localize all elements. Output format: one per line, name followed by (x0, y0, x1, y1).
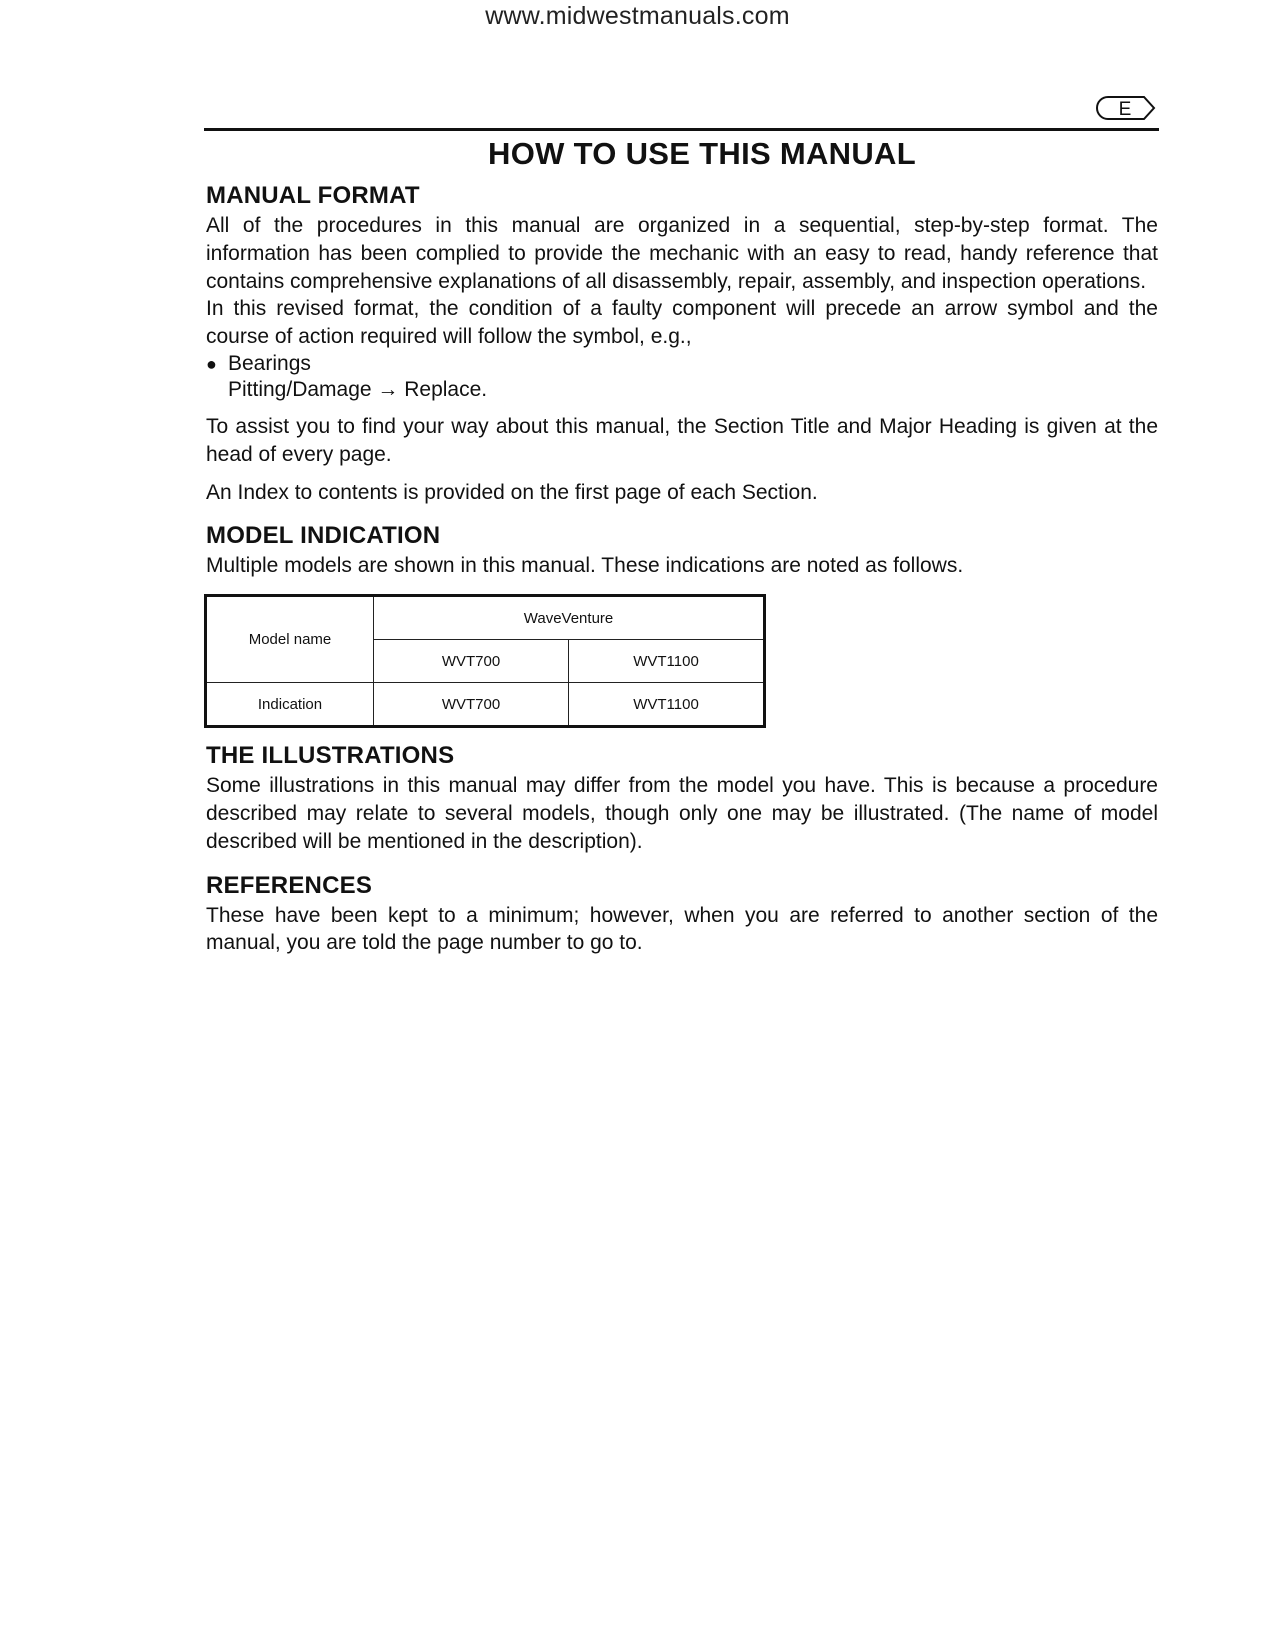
model-group-label: WaveVenture (374, 596, 765, 640)
references-heading: REFERENCES (206, 871, 373, 899)
language-badge-icon (1094, 95, 1156, 121)
page-title: HOW TO USE THIS MANUAL (488, 136, 916, 171)
header-rule (204, 128, 1159, 131)
references-section (206, 870, 1158, 958)
indication-label: Indication (206, 683, 374, 727)
model-indication-heading: MODEL INDICATION (206, 522, 441, 550)
website-watermark: www.midwestmanuals.com (485, 2, 790, 30)
manual-format-section (206, 180, 1158, 506)
model-indication-table (204, 594, 766, 728)
indication-cell: WVT1100 (569, 683, 765, 727)
language-badge-label: E (1118, 99, 1132, 120)
references-paragraph: These have been kept to a minimum; however, when you are referred to another section of the manual, you are told the page number to go to. (206, 903, 1158, 955)
model-name-label: Model name (206, 596, 374, 683)
illustrations-paragraph: Some illustrations in this manual may differ from the model you have. This is because a procedure described may relate to several models, though only one may be illustrated. (The name of model described will be mentioned in the description). (206, 774, 1158, 853)
manual-format-paragraph-4: An Index to contents is provided on the first page of each Section. (206, 480, 818, 504)
illustrations-section (206, 740, 1158, 855)
indication-cell: WVT700 (374, 683, 569, 727)
table-row (206, 596, 765, 640)
bullet-subitem: Pitting/Damage → Replace. (228, 377, 488, 401)
bullet-dot-icon: ● (206, 353, 217, 374)
manual-format-paragraph-2: In this revised format, the condition of a faulty component will precede an arrow symbol and the course of action required will follow the symbol, e.g., (206, 297, 1158, 349)
table-row (206, 683, 765, 727)
manual-format-paragraph-1: All of the procedures in this manual are organized in a sequential, step-by-step format. The information has been complied to provide the mechanic with an easy to read, handy reference that contains comprehensive explanations of all disassembly, repair, assembly, and inspection operations. (206, 214, 1158, 293)
model-cell: WVT1100 (569, 640, 765, 683)
model-cell: WVT700 (374, 640, 569, 683)
illustrations-heading: THE ILLUSTRATIONS (206, 742, 455, 770)
model-indication-paragraph: Multiple models are shown in this manual. These indications are noted as follows. (206, 554, 964, 578)
manual-format-paragraph-3: To assist you to find your way about this manual, the Section Title and Major Heading is given at the head of every page. (206, 414, 1158, 466)
bullet-item (206, 351, 1158, 377)
manual-format-heading: MANUAL FORMAT (206, 182, 420, 209)
model-indication-section (206, 520, 1158, 728)
page-content (206, 136, 1158, 957)
bullet-item-label: Bearings (228, 351, 311, 375)
